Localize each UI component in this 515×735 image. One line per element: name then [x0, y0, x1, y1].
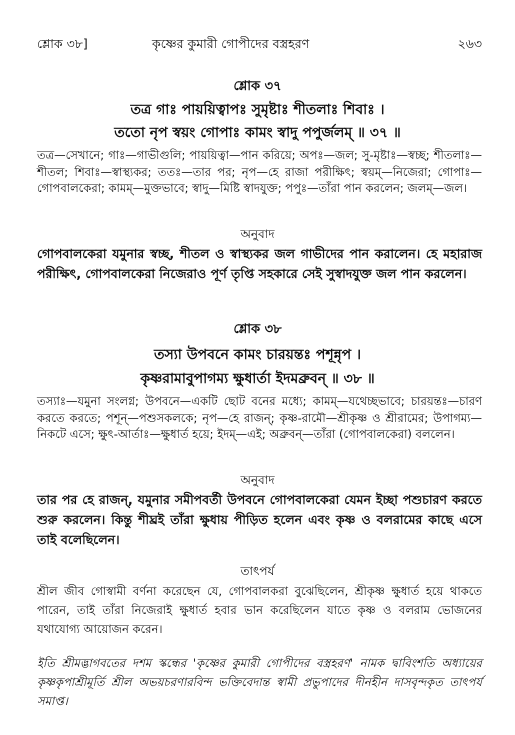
- verse-37-translation-label: অনুবাদ: [240, 227, 275, 241]
- verse-38-heading: শ্লোক ৩৮: [233, 322, 282, 337]
- page-number: ২৬৩: [457, 36, 482, 51]
- verse-38-purport-label: তাৎপর্য: [240, 564, 275, 578]
- verse-38-synonyms: তস্যাঃ—যমুনা সংলগ্ন; উপবনে—একটি ছোট বনের মধ্যে; কামম্—যথেচ্ছভাবে; চারয়ন্তঃ—চারণ করতে করতে; পশূন্—পশুসকলকে; নৃপ—হে রাজন্; কৃষ্ণ-রামৌ—শ্রীকৃষ্ণ ও শ্রীরামের; উপাগম্য—নিকটে এসে; ক্ষুৎ-আর্তাঃ—ক্ষুধার্ত হয়ে; ইদম্—এই; অব্রুবন্—তাঁরা (গোপবালকেরা) বললেন।: [37, 394, 482, 441]
- verse-38-line-2: কৃষ্ণরামাবুপাগম্য ক্ষুধার্তা ইদমব্রুবন্ ॥ ৩৮ ॥: [140, 371, 375, 387]
- verse-37-line-2: ততো নৃপ স্বয়ং গোপাঃ কামং স্বাদু পপুর্জলম্ ॥ ৩৭ ॥: [114, 125, 401, 141]
- verse-38-purport: শ্রীল জীব গোস্বামী বর্ণনা করেছেন যে, গোপবালকরা বুঝেছিলেন, শ্রীকৃষ্ণ ক্ষুধার্ত হয়ে থাকতে পারেন, তাই তাঁরা নিজেরাই ক্ষুধার্ত হবার ভান করেছিলেন যাতে কৃষ্ণ ও বলরাম ভোজনের যথাযোগ্য আয়োজন করেন।: [37, 584, 482, 636]
- verse-37-heading: শ্লোক ৩৭: [233, 79, 282, 94]
- verse-37-synonyms: তত্র—সেখানে; গাঃ—গাভীগুলি; পায়য়িত্বা—পান করিয়ে; অপঃ—জল; সু-মৃষ্টাঃ—স্বচ্ছ; শীতলাঃ—শীতল; শিবাঃ—স্বাস্থ্যকর; ততঃ—তার পর; নৃপ—হে রাজা পরীক্ষিৎ; স্বয়ম্—নিজেরা; গোপাঃ—গোপবালকেরা; কামম্—মুক্তভাবে; স্বাদু—মিষ্টি স্বাদযুক্ত; পপুঃ—তাঁরা পান করলেন; জলম্—জল।: [37, 148, 482, 195]
- verse-38-translation: তার পর হে রাজন্, যমুনার সমীপবর্তী উপবনে গোপবালকেরা যেমন ইচ্ছা পশুচারণ করতে শুরু করলেন। কিন্তু শীঘ্রই তাঁরা ক্ষুধায় পীড়িত হলেন এবং কৃষ্ণ ও বলরামের কাছে এসে তাই বলেছিলেন।: [37, 492, 482, 547]
- verse-37-line-1: তত্র গাঃ পায়য়িত্বাপঃ সুমৃষ্টাঃ শীতলাঃ শিবাঃ ।: [130, 102, 385, 118]
- verse-38-line-1: তস্যা উপবনে কামং চারয়ন্তঃ পশূন্নৃপ ।: [153, 347, 362, 363]
- chapter-verse-ref: শ্লোক ৩৮]: [37, 36, 88, 51]
- page-header: [37, 36, 482, 56]
- chapter-colophon: ইতি শ্রীমদ্ভাগবতের দশম স্কন্ধের 'কৃষ্ণের কুমারী গোপীদের বস্ত্রহরণ' নামক দ্বাবিংশতি অধ্যায়ের কৃষ্ণকৃপাশ্রীমূর্তি শ্রীল অভয়চরণারবিন্দ ভক্তিবেদান্ত স্বামী প্রভুপাদের দীনহীন দাসবৃন্দকৃত তাৎপর্য সমাপ্ত।: [37, 656, 482, 708]
- chapter-title: কৃষ্ণের কুমারী গোপীদের বস্ত্রহরণ: [152, 36, 310, 51]
- verse-38-translation-label: অনুবাদ: [240, 473, 275, 487]
- verse-37-translation: গোপবালকেরা যমুনার স্বচ্ছ, শীতল ও স্বাস্থ্যকর জল গাভীদের পান করালেন। হে মহারাজ পরীক্ষিৎ, গোপবালকেরা নিজেরাও পূর্ণ তৃপ্তি সহকারে সেই সুস্বাদযুক্ত জল পান করলেন।: [37, 246, 482, 281]
